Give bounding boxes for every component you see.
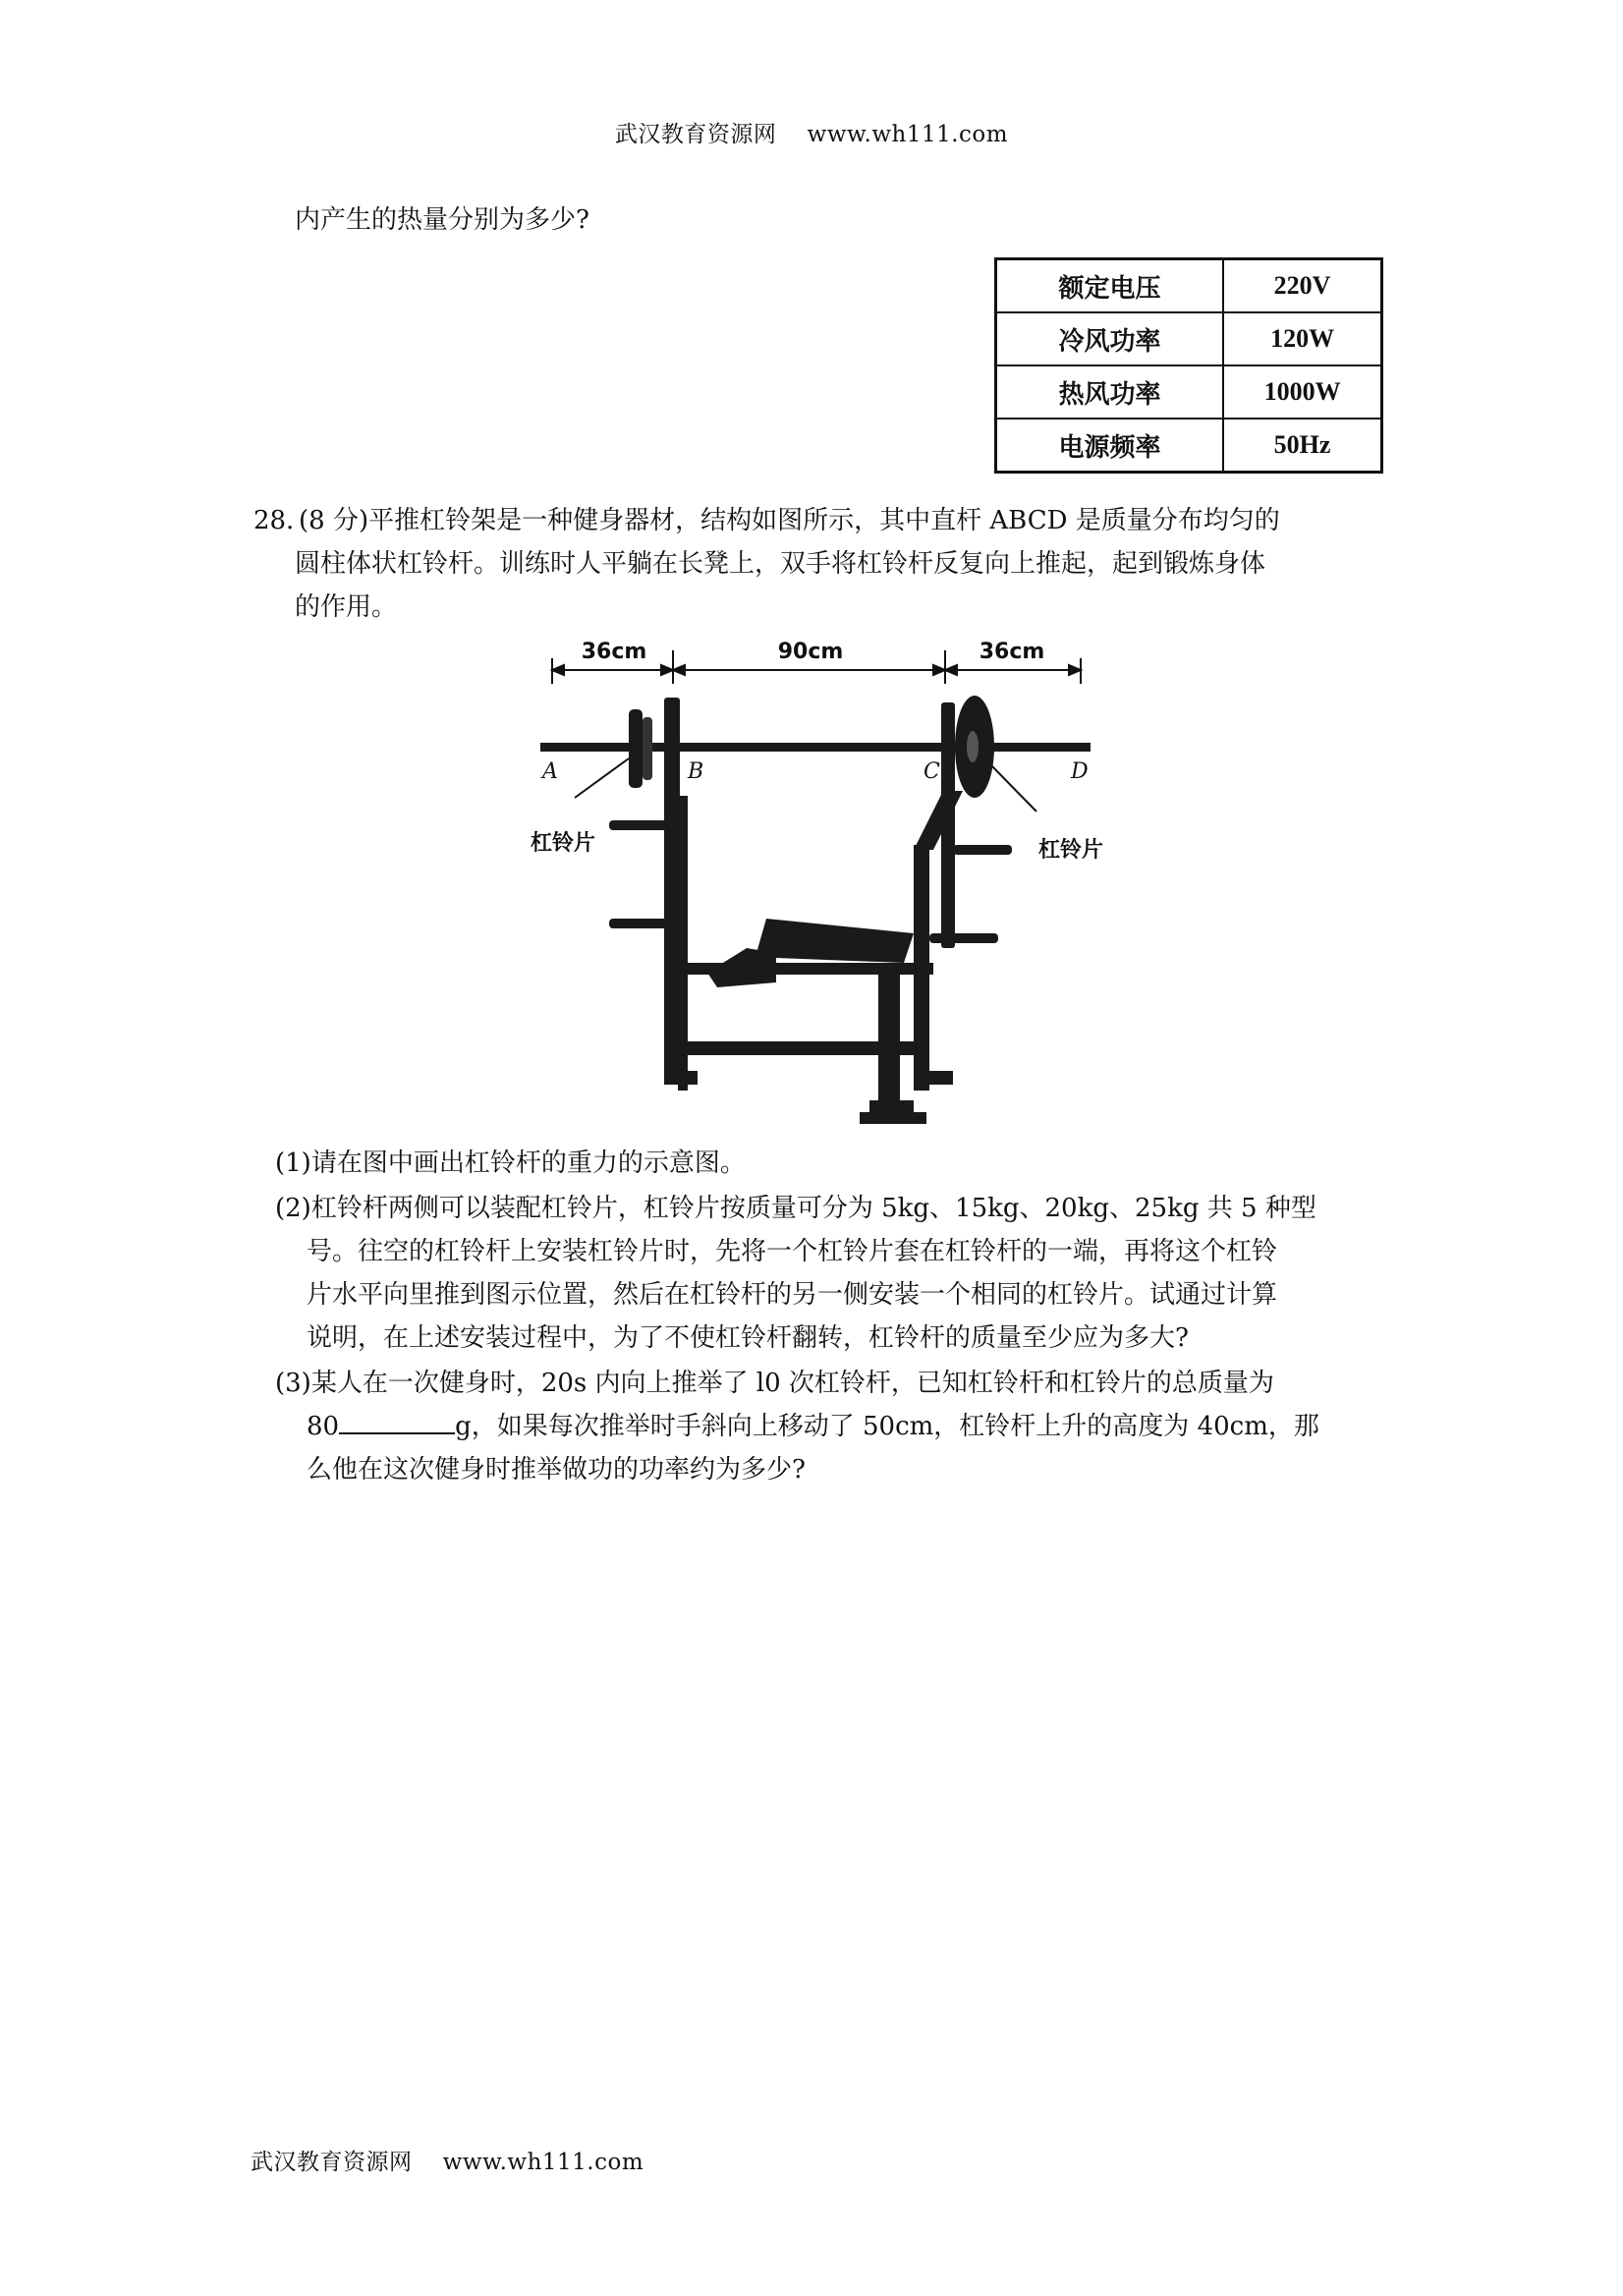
barbell-plate-left <box>629 709 652 788</box>
question-line-2: 圆柱体状杠铃杆。训练时人平躺在长凳上，双手将杠铃杆反复向上推起，起到锻炼身体 <box>295 549 1266 579</box>
footer-site-name: 武汉教育资源网 <box>251 2150 413 2175</box>
header-url: www.wh111.com <box>807 122 1009 147</box>
spec-key: 额定电压 <box>996 259 1224 313</box>
table-row <box>996 419 1382 473</box>
sub-question-2-line-2: 号。往空的杠铃杆上安装杠铃片时，先将一个杠铃片套在杠铃杆的一端，再将这个杠铃 <box>307 1237 1278 1266</box>
sub-question-3-line-2 <box>307 1405 1397 1448</box>
barbell-plate-right <box>955 696 994 798</box>
answer-suffix: g，如果每次推举时手斜向上移动了 50cm，杠铃杆上升的高度为 40cm，那 <box>455 1412 1319 1441</box>
bench-frame <box>609 698 1012 1124</box>
answer-prefix: 80 <box>307 1412 340 1441</box>
spec-value: 1000W <box>1223 365 1381 419</box>
page-footer <box>251 2144 644 2176</box>
page-header <box>0 116 1623 148</box>
footer-url: www.wh111.com <box>442 2150 644 2175</box>
sub-question-1: (1)请在图中画出杠铃杆的重力的示意图。 <box>275 1148 746 1178</box>
answer-blank[interactable] <box>339 1407 455 1434</box>
spec-table <box>994 257 1383 474</box>
sub-question-2-line-4: 说明，在上述安装过程中，为了不使杠铃杆翻转，杠铃杆的质量至少应为多大? <box>307 1323 1189 1353</box>
point-d-label: D <box>1071 759 1089 784</box>
question-line-3: 的作用。 <box>295 592 398 622</box>
spec-key: 冷风功率 <box>996 312 1224 365</box>
question-line-1: (8 分)平推杠铃架是一种健身器材，结构如图所示，其中直杆 ABCD 是质量分布均匀的 <box>299 506 1280 535</box>
plate-label-right: 杠铃片 <box>1037 838 1104 863</box>
prev-question-tail: 内产生的热量分别为多少? <box>295 205 589 235</box>
sub-question-3-line-3: 么他在这次健身时推举做功的功率约为多少? <box>307 1455 806 1484</box>
header-site-name: 武汉教育资源网 <box>614 122 777 147</box>
spec-key: 电源频率 <box>996 419 1224 473</box>
question-number: 28． <box>253 506 312 535</box>
table-row <box>996 365 1382 419</box>
spec-value: 120W <box>1223 312 1381 365</box>
plate-label-left: 杠铃片 <box>531 831 596 856</box>
spec-value: 50Hz <box>1223 419 1381 473</box>
dim-label-right: 36cm <box>979 640 1045 664</box>
spec-value: 220V <box>1223 259 1381 313</box>
barbell-bar <box>540 743 1091 752</box>
table-row <box>996 259 1382 313</box>
table-row <box>996 312 1382 365</box>
sub-question-3-line-1: (3)某人在一次健身时，20s 内向上推举了 l0 次杠铃杆，已知杠铃杆和杠铃片的总质量为 <box>275 1369 1274 1398</box>
dim-label-middle: 90cm <box>777 640 844 664</box>
point-b-label: B <box>688 759 704 784</box>
point-a-label: A <box>542 759 558 784</box>
dim-label-left: 36cm <box>581 640 647 664</box>
spec-key: 热风功率 <box>996 365 1224 419</box>
barbell-bench-figure <box>481 639 1169 1149</box>
point-c-label: C <box>923 759 940 784</box>
sub-question-2-line-1: (2)杠铃杆两侧可以装配杠铃片，杠铃片按质量可分为 5kg、15kg、20kg、25kg 共 5 种型 <box>275 1194 1316 1223</box>
sub-question-2-line-3: 片水平向里推到图示位置，然后在杠铃杆的另一侧安装一个相同的杠铃片。试通过计算 <box>307 1280 1278 1310</box>
